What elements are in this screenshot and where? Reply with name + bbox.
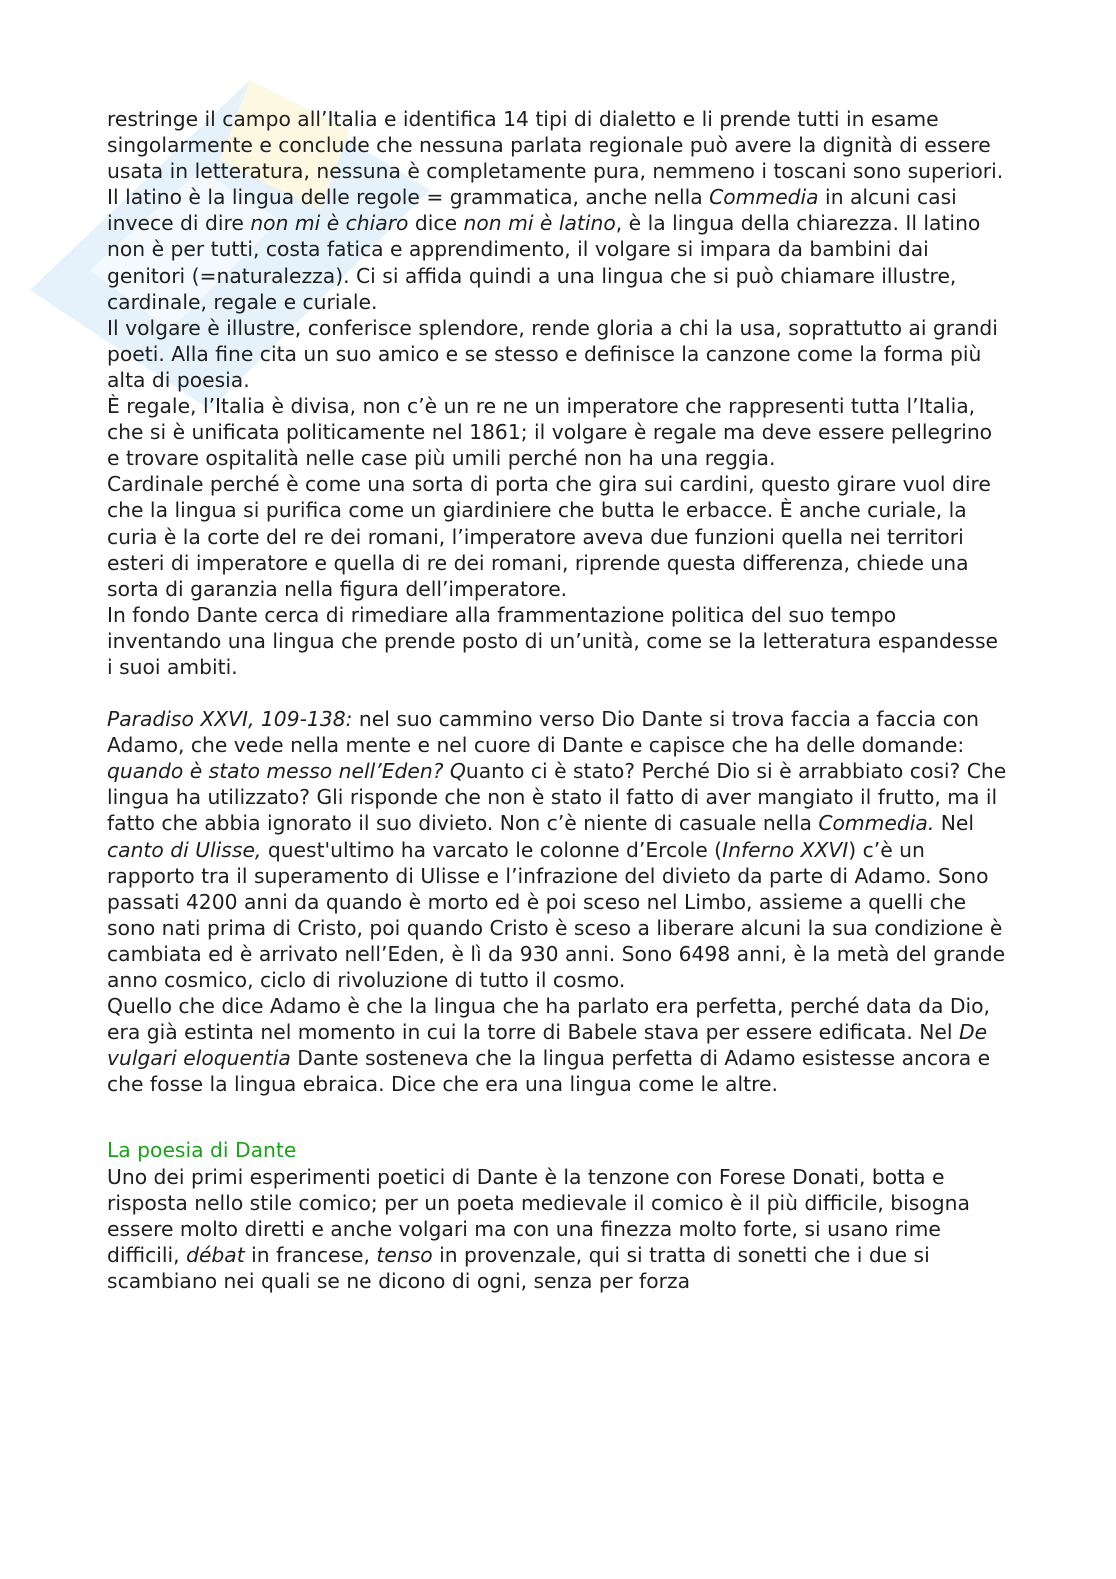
italic-text-run: Commedia [709,185,819,210]
text-run: Il latino è la lingua delle regole = grammatica, anche nella [107,185,710,210]
paragraph [107,602,1007,680]
text-run: in francese, [244,1242,377,1267]
text-run: , è la lingua della chiarezza. Il latino non è per tutti, costa fatica e apprendimento, il volgare si impara da bambini dai genitori (=naturalezza). Ci si affida quindi a una lingua che si può chiamare illustre, cardinale, regale e curiale. [107,211,981,314]
text-run: Il volgare è illustre, conferisce splendore, rende gloria a chi la usa, soprattutto ai grandi poeti. Alla fine cita un suo amico e se stesso e definisce la canzone come la forma più alta di poesia. [107,315,998,392]
text-run: In fondo Dante cerca di rimediare alla frammentazione politica del suo tempo inventando una lingua che prende posto di un’unità, come se la letteratura espandesse i suoi ambiti. [107,602,998,679]
paragraph-spacer [107,680,1007,706]
paragraph [107,993,1007,1097]
text-run: in provenzale, qui si tratta di sonetti che i due si scambiano nei quali se ne dicono di ogni, senza per forza [107,1242,930,1293]
italic-text-run: quando è stato messo nell’Eden? Q [107,759,466,784]
italic-text-run: De vulgari eloquentia [107,1020,988,1071]
text-run: nel suo cammino verso Dio Dante si trova faccia a faccia con Adamo, che vede nella mente e nel cuore di Dante e capisce che ha delle domande: [107,707,979,758]
paragraph [107,106,1007,184]
document-body [107,106,1007,1294]
text-run: Quello che dice Adamo è che la lingua che ha parlato era perfetta, perché data da Dio, era già estinta nel momento in cui la torre di Babele stava per essere edificata. Nel [107,994,991,1045]
italic-text-run: non mi è chiaro [250,211,409,236]
paragraph [107,471,1007,601]
text-run: La poesia di Dante [107,1138,297,1163]
italic-text-run: tenso [376,1242,433,1267]
italic-text-run: débat [186,1242,245,1267]
text-run: ) c’è un rapporto tra il superamento di Ulisse e l’infrazione del divieto da parte di Adamo. Sono passati 4200 anni da quando è morto ed è poi sceso nel Limbo, assieme a quelli che sono nati prima di Cristo, poi quando Cristo è sceso a liberare alcuni la sua condizione è cambiata ed è arrivato nell’Eden, è lì da 930 anni. Sono 6498 anni, è la metà del grande anno cosmico, ciclo di rivoluzione di tutto il cosmo. [107,837,1006,992]
italic-text-run: non mi è latino [463,211,616,236]
paragraph [107,184,1007,314]
text-run: in alcuni casi invece di dire [107,185,957,236]
paragraph [107,1164,1007,1294]
text-run: restringe il campo all’Italia e identifica 14 tipi di dialetto e li prende tutti in esame singolarmente e conclude che nessuna parlata regionale può avere la dignità di essere usata in letteratura, nessuna è completamente pura, nemmeno i toscani sono superiori. [107,107,1004,184]
paragraph [107,393,1007,471]
text-run: Nel [934,811,975,836]
text-run: Dante sosteneva che la lingua perfetta di Adamo esistesse ancora e che fosse la lingua ebraica. Dice che era una lingua come le altre. [107,1046,991,1097]
italic-text-run: Commedia. [818,811,935,836]
paragraph [107,315,1007,393]
text-run: Uno dei primi esperimenti poetici di Dante è la tenzone con Forese Donati, botta e risposta nello stile comico; per un poeta medievale il comico è il più difficile, bisogna essere molto diretti e anche volgari ma con una finezza molto forte, si usano rime difficili, [107,1164,970,1267]
text-run: dice [408,211,464,236]
section-heading [107,1137,1007,1163]
paragraph [107,706,1007,993]
text-run: quest'ultimo ha varcato le colonne d’Ercole ( [261,837,723,862]
italic-text-run: canto di Ulisse, [107,837,262,862]
paragraph-spacer [107,1097,1007,1137]
italic-text-run: Inferno XXVI [722,837,849,862]
italic-text-run: Paradiso XXVI, 109-138: [107,707,353,732]
text-run: È regale, l’Italia è divisa, non c’è un re ne un imperatore che rappresenti tutta l’Italia, che si è unificata politicamente nel 1861; il volgare è regale ma deve essere pellegrino e trovare ospitalità nelle case più umili perché non ha una reggia. [107,394,993,471]
text-run: Cardinale perché è come una sorta di porta che gira sui cardini, questo girare vuol dire che la lingua si purifica come un giardiniere che butta le erbacce. È anche curiale, la curia è la corte del re dei romani, l’imperatore aveva due funzioni quella nei territori esteri di imperatore e quella di re dei romani, riprende questa differenza, chiede una sorta di garanzia nella figura dell’imperatore. [107,472,991,601]
text-run: uanto ci è stato? Perché Dio si è arrabbiato cosi? Che lingua ha utilizzato? Gli risponde che non è stato il fatto di aver mangiato il frutto, ma il fatto che abbia ignorato il suo divieto. Non c’è niente di casuale nella [107,759,1007,836]
